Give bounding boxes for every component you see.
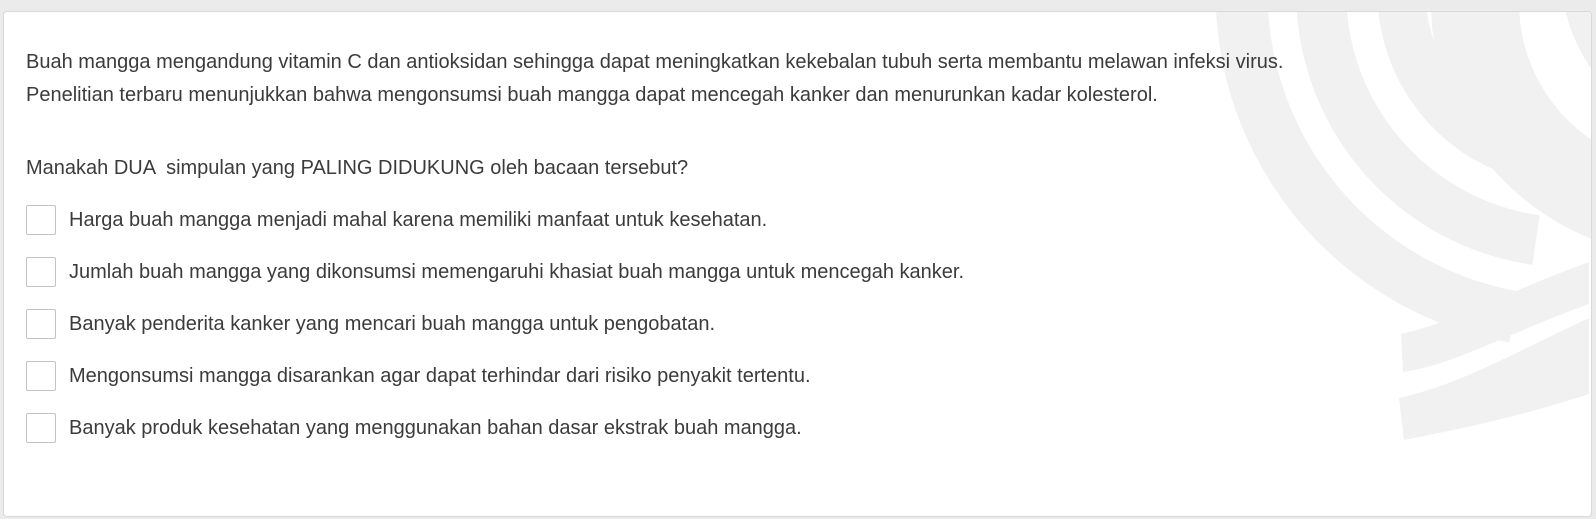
question-content (4, 12, 1591, 443)
question-card (3, 11, 1592, 517)
option-label-5: Banyak produk kesehatan yang menggunakan bahan dasar ekstrak buah mangga. (69, 417, 802, 439)
options-list (26, 205, 1561, 443)
question-text: Manakah DUA simpulan yang PALING DIDUKUNG oleh bacaan tersebut? (26, 157, 689, 179)
option-label-2: Jumlah buah mangga yang dikonsumsi memengaruhi khasiat buah mangga untuk mencegah kanker. (69, 261, 964, 283)
option-row-2[interactable] (26, 257, 1561, 287)
option-checkbox-1[interactable] (26, 205, 56, 235)
option-checkbox-2[interactable] (26, 257, 56, 287)
passage-text (26, 46, 1561, 112)
option-row-5[interactable] (26, 413, 1561, 443)
option-label-3: Banyak penderita kanker yang mencari buah mangga untuk pengobatan. (69, 313, 716, 335)
option-row-1[interactable] (26, 205, 1561, 235)
option-checkbox-3[interactable] (26, 309, 56, 339)
passage-line-2: Penelitian terbaru menunjukkan bahwa mengonsumsi buah mangga dapat mencegah kanker dan menurunkan kadar kolesterol. (26, 84, 1158, 106)
option-checkbox-5[interactable] (26, 413, 56, 443)
option-label-1: Harga buah mangga menjadi mahal karena memiliki manfaat untuk kesehatan. (69, 209, 768, 231)
option-checkbox-4[interactable] (26, 361, 56, 391)
option-label-4: Mengonsumsi mangga disarankan agar dapat terhindar dari risiko penyakit tertentu. (69, 365, 811, 387)
passage-line-1: Buah mangga mengandung vitamin C dan antioksidan sehingga dapat meningkatkan kekebalan tubuh serta membantu melawan infeksi virus. (26, 51, 1284, 73)
option-row-3[interactable] (26, 309, 1561, 339)
option-row-4[interactable] (26, 361, 1561, 391)
